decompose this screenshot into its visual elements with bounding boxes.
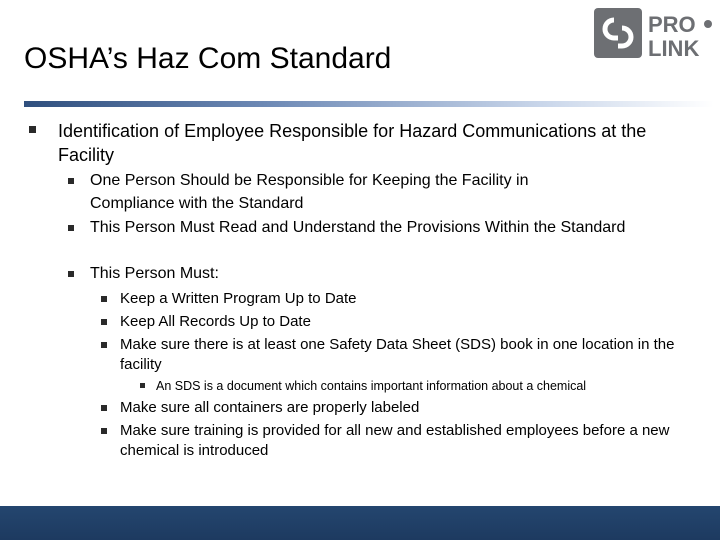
logo-text-bottom: LINK [648, 36, 700, 61]
bullet-level3: Make sure all containers are properly labeled [120, 399, 420, 416]
logo-dot [704, 20, 712, 28]
footer-bar [0, 506, 720, 540]
bullet-level3: Make sure there is at least one Safety Data Sheet (SDS) book in one location in the facility [120, 336, 675, 373]
bullet-level4: An SDS is a document which contains important information about a chemical [156, 379, 587, 393]
bullet-level3: Keep All Records Up to Date [120, 313, 311, 330]
square-bullet-icon [68, 225, 74, 231]
bullet-level3: Make sure training is provided for all new and established employees before a new chemical is introduced [120, 422, 670, 459]
square-bullet-icon [29, 126, 36, 133]
square-bullet-icon [68, 178, 74, 184]
bullet-level3: Keep a Written Program Up to Date [120, 290, 357, 307]
pro-link-logo [592, 6, 714, 62]
title-underline [24, 101, 714, 107]
square-bullet-icon [101, 296, 107, 302]
square-bullet-icon [101, 428, 107, 434]
square-bullet-icon [101, 319, 107, 325]
logo-text-top: PRO [648, 12, 696, 37]
bullet-level2: This Person Must Read and Understand the Provisions Within the Standard [90, 219, 626, 236]
bullet-level1: Identification of Employee Responsible for Hazard Communications at the Facility [58, 121, 647, 165]
bullet-level2: One Person Should be Responsible for Keeping the Facility in Compliance with the Standard [90, 172, 529, 212]
logo-badge [594, 8, 642, 58]
square-bullet-icon [101, 405, 107, 411]
square-bullet-icon [140, 383, 145, 388]
square-bullet-icon [101, 342, 107, 348]
bullet-level2: This Person Must: [90, 265, 219, 282]
square-bullet-icon [68, 271, 74, 277]
slide-title: OSHA’s Haz Com Standard [24, 42, 392, 75]
